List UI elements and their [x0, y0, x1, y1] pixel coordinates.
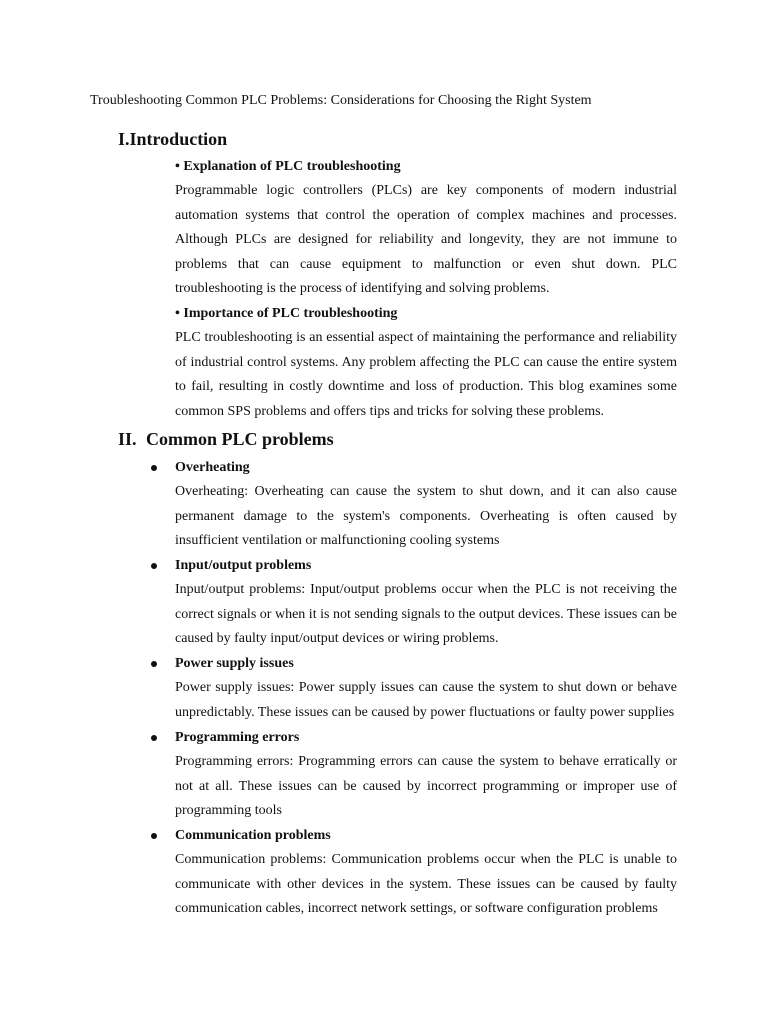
importance-paragraph: PLC troubleshooting is an essential aspect of maintaining the performance and reliability of industrial control systems. Any problem affecting the PLC can cause the entire system to fail, resulting in costly downtime and loss of production. This blog examines some common SPS problems and offers tips and tricks for solving these problems. [175, 330, 677, 419]
list-item-power-supply [175, 652, 677, 725]
list-item-text: Power supply issues: Power supply issues can cause the system to shut down or behave unpredictably. These issues can be caused by power fluctuations or faulty power supplies [175, 680, 677, 720]
bullet-dot-icon [151, 465, 157, 471]
document-title: Troubleshooting Common PLC Problems: Considerations for Choosing the Right System [90, 93, 592, 108]
bullet-dot-icon [151, 563, 157, 569]
list-item-input-output [175, 554, 677, 652]
explanation-title: • Explanation of PLC troubleshooting [175, 159, 401, 174]
list-item-title: Overheating [175, 460, 250, 475]
bullet-dot-icon [151, 661, 157, 667]
bullet-dot-icon [151, 833, 157, 839]
list-item-title: Power supply issues [175, 656, 294, 671]
common-problems-heading-text: Common PLC problems [146, 429, 334, 449]
list-item-text: Communication problems: Communication problems occur when the PLC is unable to communicate with other devices in the system. These issues can be caused by faulty communication cables, incorrect network settings, or software configuration problems [175, 852, 677, 916]
list-item-title: Input/output problems [175, 558, 312, 573]
list-item-text: Overheating: Overheating can cause the system to shut down, and it can also cause permanent damage to the system's components. Overheating is often caused by insufficient ventilation or malfunctioning cooling systems [175, 484, 677, 548]
list-item-text: Programming errors: Programming errors can cause the system to behave erratically or not at all. These issues can be caused by incorrect programming or improper use of programming tools [175, 754, 677, 818]
introduction-heading: I.Introduction [118, 129, 228, 149]
list-item-title: Communication problems [175, 828, 331, 843]
list-item-overheating [175, 456, 677, 554]
list-item-title: Programming errors [175, 730, 300, 745]
importance-block [175, 302, 677, 424]
list-item-programming-errors [175, 726, 677, 824]
common-problems-heading-number: II. [118, 429, 137, 449]
importance-title: • Importance of PLC troubleshooting [175, 306, 398, 321]
common-problems-heading [118, 428, 334, 450]
bullet-dot-icon [151, 735, 157, 741]
list-item-text: Input/output problems: Input/output problems occur when the PLC is not receiving the correct signals or when it is not sending signals to the output devices. These issues can be caused by faulty input/output devices or wiring problems. [175, 582, 677, 646]
list-item-communication [175, 824, 677, 922]
explanation-block [175, 155, 677, 302]
explanation-paragraph: Programmable logic controllers (PLCs) are key components of modern industrial automation systems that control the operation of complex machines and processes. Although PLCs are designed for reliability and longevity, they are not immune to problems that can cause equipment to malfunction or even shut down. PLC troubleshooting is the process of identifying and solving problems. [175, 183, 677, 296]
